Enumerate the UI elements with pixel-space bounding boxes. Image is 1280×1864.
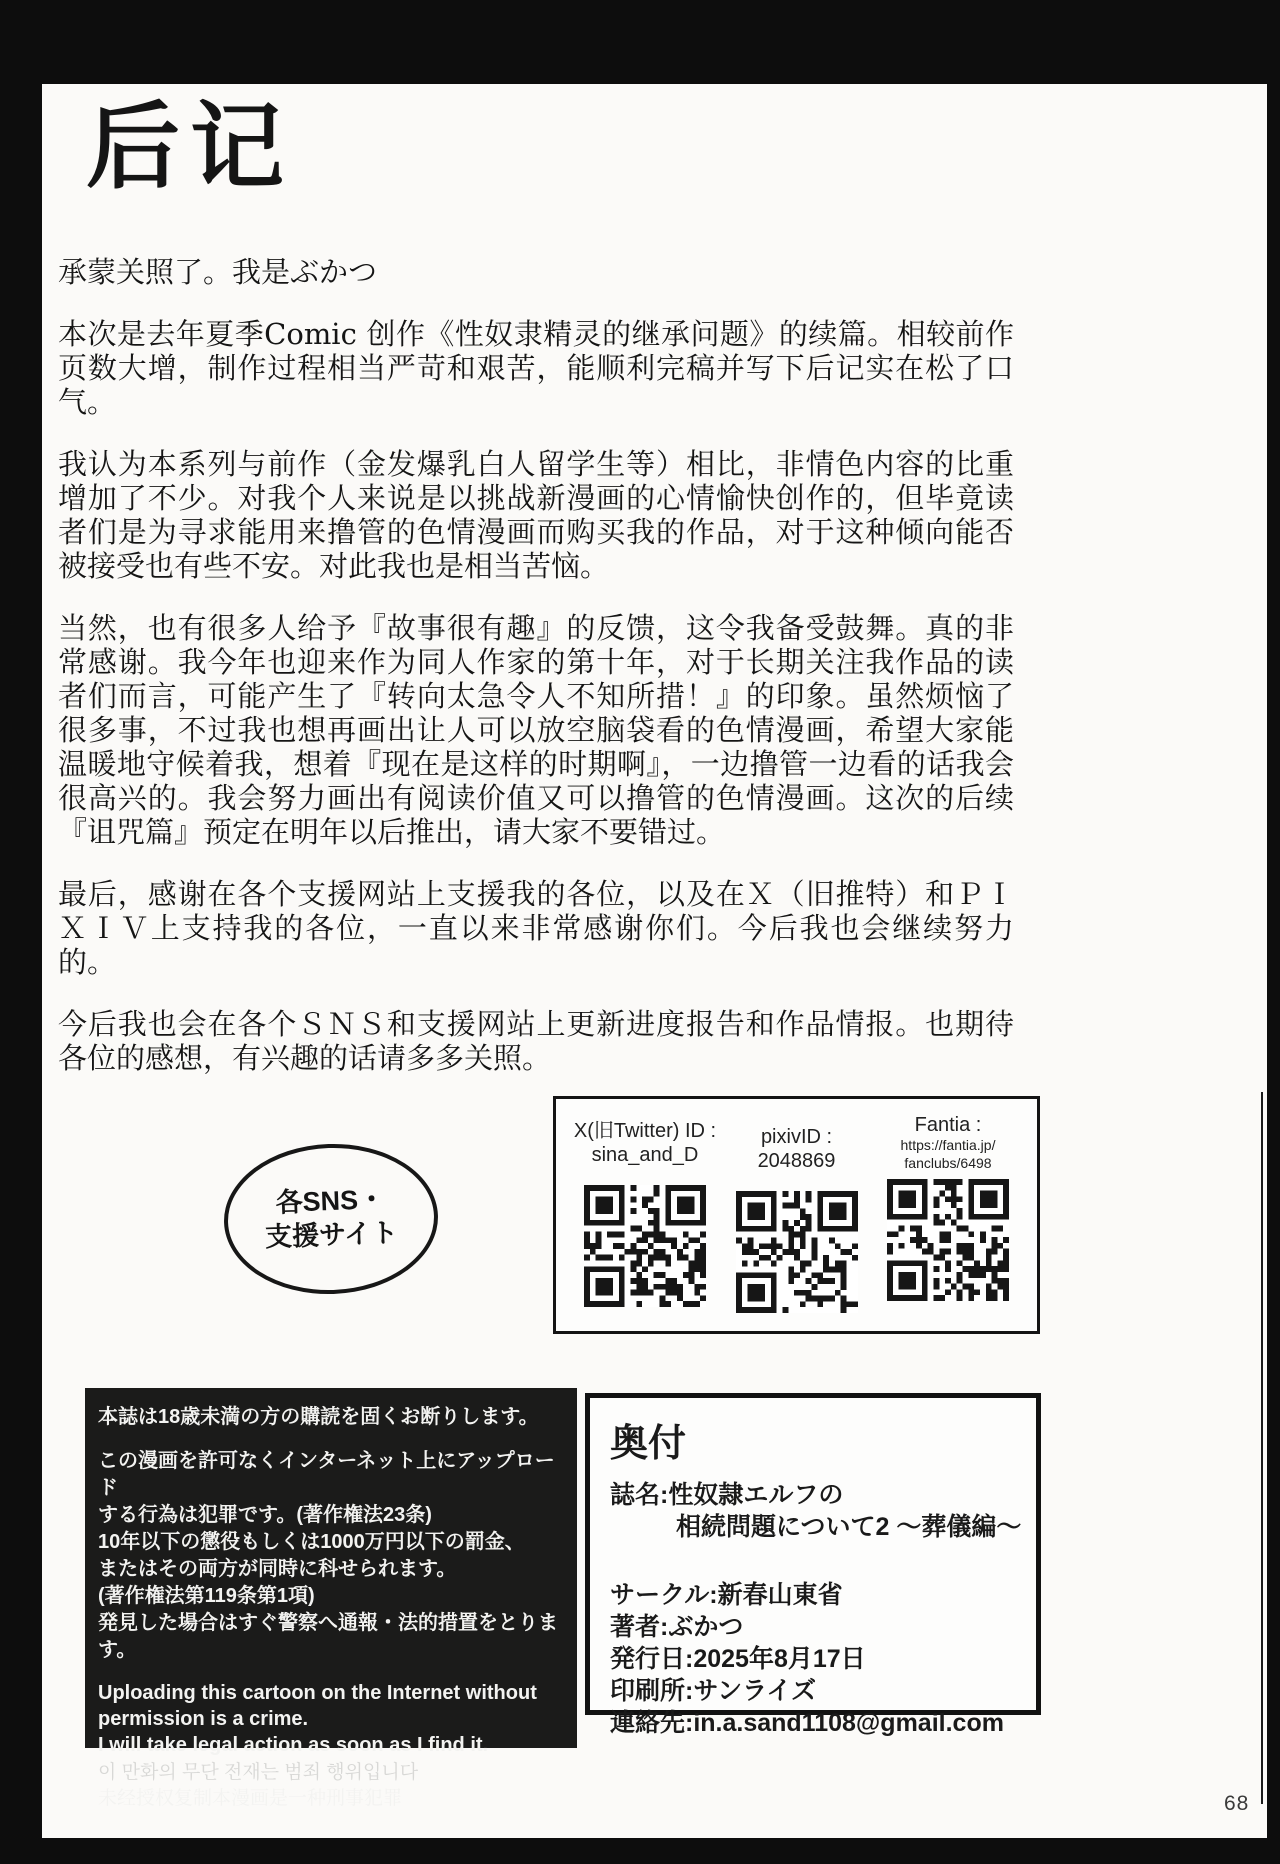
bottom-border-bar <box>0 1838 1280 1864</box>
afterword-paragraph: 当然，也有很多人给予『故事很有趣』的反馈，这令我备受鼓舞。真的非常感谢。我今年也迎来作为同人作家的第十年，对于长期关注我作品的读者们而言，可能产生了『转向太急令人不知所措！』的印象。虽然烦恼了很多事，不过我也想再画出让人可以放空脑袋看的色情漫画，希望大家能温暖地守候着我，想着『现在是这样的时期啊』，一边撸管一边看的话我会很高兴的。我会努力画出有阅读价值又可以撸管的色情漫画。这次的后续『诅咒篇』预定在明年以后推出，请大家不要错过。 <box>58 611 1014 849</box>
copyright-warning-box <box>85 1388 577 1809</box>
pixiv-contact-column <box>722 1109 872 1319</box>
book-title-line: 相続問題について2 ～葬儀編～ <box>676 1513 1022 1541</box>
twitter-label-line: X(旧Twitter) ID : <box>573 1120 717 1142</box>
kr-warning-line: 이 만화의 무단 전재는 범죄 행위입니다 <box>98 1762 419 1783</box>
afterword-body <box>58 255 1014 1103</box>
pixiv-id: 2048869 <box>757 1150 836 1173</box>
colophon-items <box>610 1579 1026 1739</box>
right-border-bar <box>1267 0 1280 1864</box>
colophon-printer: 印刷所:サンライズ <box>610 1677 817 1705</box>
jp-warning-line: (著作権法第119条第1項) <box>98 1585 315 1607</box>
top-border-bar <box>0 0 1280 84</box>
page-edge-line <box>1261 1092 1263 1804</box>
colophon-author: 著者:ぶかつ <box>610 1613 744 1641</box>
colophon-issue-date: 発行日:2025年8月17日 <box>610 1645 866 1673</box>
jp-warning-line: 10年以下の懲役もしくは1000万円以下の罰金、 <box>98 1531 525 1553</box>
left-border-bar <box>0 0 42 1864</box>
twitter-contact-column <box>570 1109 720 1319</box>
sns-qr-box <box>553 1096 1040 1334</box>
afterword-paragraph: 我认为本系列与前作（金发爆乳白人留学生等）相比，非情色内容的比重增加了不少。对我个人来说是以挑战新漫画的心情愉快创作的，但毕竟读者们是为寻求能用来撸管的色情漫画而购买我的作品，对于这种倾向能否被接受也有些不安。对此我也是相当苦恼。 <box>58 447 1014 583</box>
en-warning-line: Uploading this cartoon on the Internet without <box>98 1682 537 1704</box>
adult-warning-line: 本誌は18歳未満の方の購読を固くお断りします。 <box>98 1406 539 1428</box>
jp-warning-line: この漫画を許可なくインターネット上にアップロード <box>98 1450 555 1499</box>
fantia-url-line: fanclubs/6498 <box>904 1154 992 1171</box>
colophon-title: 奥付 <box>610 1423 687 1465</box>
pixiv-label <box>758 1109 836 1191</box>
colophon-contact: 連絡先:in.a.sand1108@gmail.com <box>610 1709 1004 1737</box>
fantia-label <box>901 1109 996 1179</box>
colophon-circle: サークル:新春山東省 <box>610 1581 843 1609</box>
sns-bubble-line: 支援サイト <box>264 1217 399 1253</box>
jp-warning-line: 発見した場合はすぐ警察へ通報・法的措置をとります。 <box>98 1612 558 1661</box>
sns-bubble-line: 各SNS・ <box>275 1184 386 1219</box>
fantia-url-line: https://fantia.jp/ <box>900 1137 996 1154</box>
afterword-paragraph: 今后我也会在各个ＳＮＳ和支援网站上更新进度报告和作品情报。也期待各位的感想，有兴趣的话请多多关照。 <box>58 1007 1014 1075</box>
cn-warning-line: 未经授权复制本漫画是一种刑事犯罪 <box>98 1787 403 1809</box>
fantia-label-line: Fantia : <box>914 1114 982 1136</box>
book-title-line: 誌名:性奴隷エルフの <box>610 1481 844 1509</box>
afterword-paragraph: 本次是去年夏季Comic 创作《性奴隶精灵的继承问题》的续篇。相较前作页数大增，制作过程相当严苛和艰苦，能顺利完稿并写下后记实在松了口气。 <box>58 317 1014 419</box>
jp-warning-line: する行為は犯罪です。(著作権法23条) <box>98 1504 432 1526</box>
page-title: 后记 <box>86 92 295 202</box>
en-warning-line: I will take legal action as soon as I find it. <box>98 1734 489 1756</box>
twitter-id: sina_and_D <box>591 1144 699 1167</box>
colophon-box <box>585 1393 1041 1737</box>
en-warning-line: permission is a crime. <box>98 1708 309 1730</box>
pixiv-qr-code <box>736 1191 858 1313</box>
twitter-label <box>574 1109 716 1185</box>
page-number: 68 <box>1224 1792 1250 1815</box>
afterword-paragraph: 最后，感谢在各个支援网站上支援我的各位，以及在Ｘ（旧推特）和ＰＩＸＩＶ上支持我的各位，一直以来非常感谢你们。今后我也会继续努力的。 <box>58 877 1014 979</box>
afterword-paragraph: 承蒙关照了。我是ぶかつ <box>58 255 378 289</box>
fantia-qr-code <box>887 1179 1009 1301</box>
jp-warning-line: またはその両方が同時に科せられます。 <box>98 1558 457 1580</box>
sns-support-sites-bubble <box>221 1140 440 1297</box>
twitter-qr-code <box>584 1185 706 1307</box>
pixiv-label-line: pixivID : <box>760 1126 833 1148</box>
fantia-contact-column <box>873 1109 1023 1319</box>
